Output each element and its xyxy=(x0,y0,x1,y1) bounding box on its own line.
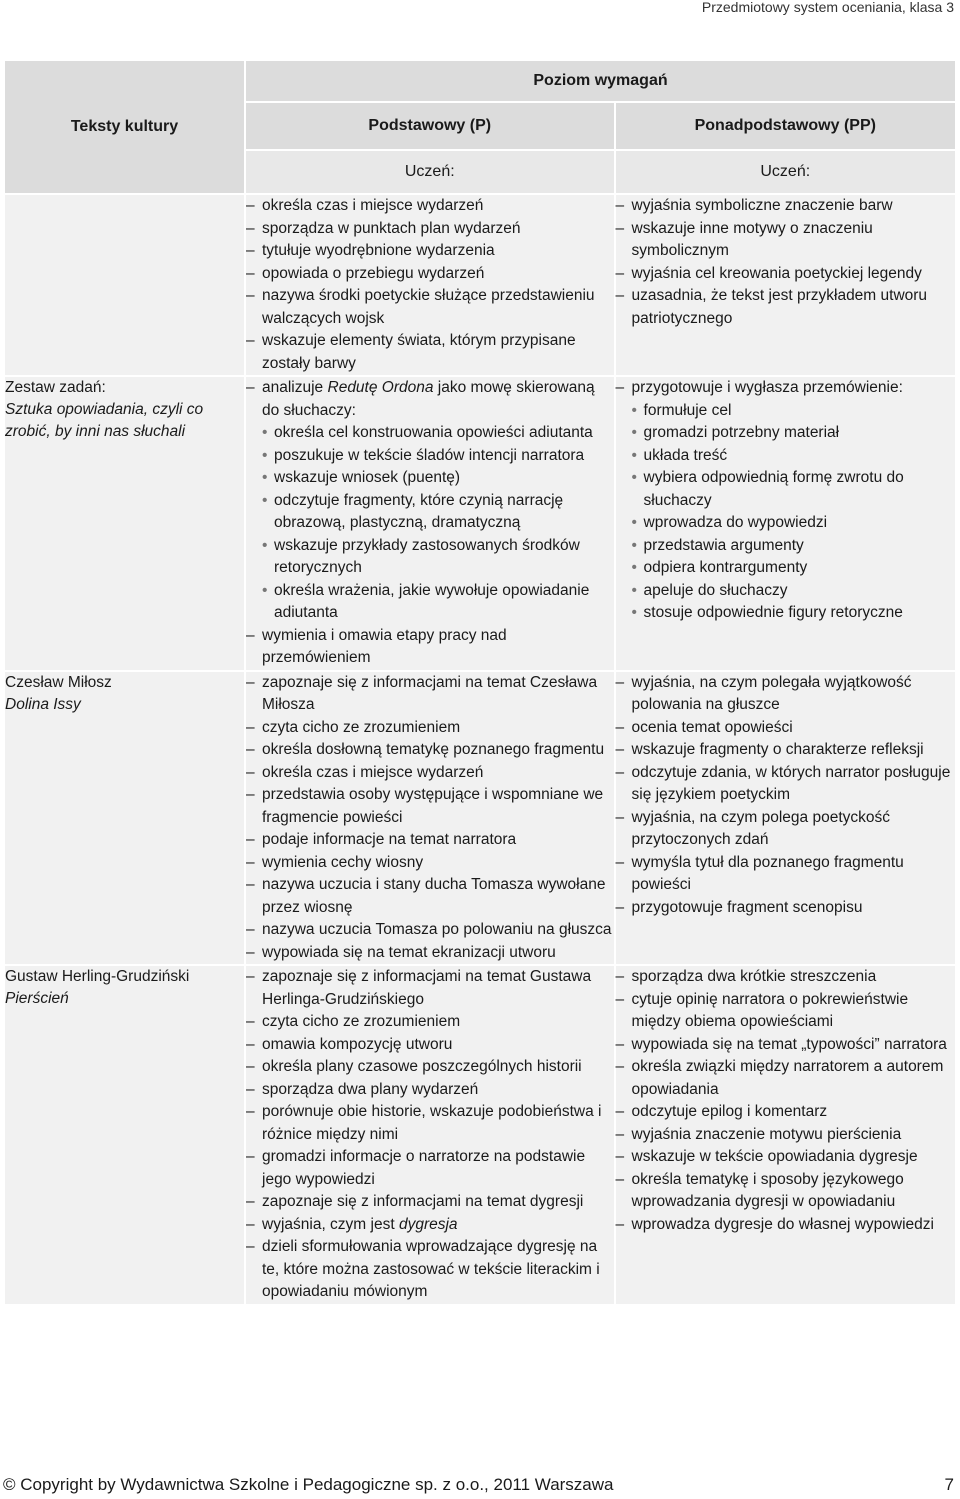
list-item: – wskazuje elementy świata, którym przypisane zostały barwy xyxy=(246,330,614,375)
advanced-list xyxy=(616,672,955,920)
header-texts: Teksty kultury xyxy=(4,60,245,194)
header-level: Poziom wymagań xyxy=(245,60,956,102)
list-item: – zapoznaje się z informacjami na temat Czesława Miłosza xyxy=(246,672,614,717)
list-item: – sporządza dwa plany wydarzeń xyxy=(246,1079,614,1102)
list-item xyxy=(246,1214,614,1237)
list-item: – przygotowuje fragment scenopisu xyxy=(616,897,955,920)
header-student-advanced: Uczeń: xyxy=(615,150,956,194)
sub-list-item: • przedstawia argumenty xyxy=(628,535,955,558)
sub-list xyxy=(246,422,614,625)
intro-title: Redutę Ordona xyxy=(327,379,434,396)
advanced-requirements xyxy=(615,376,956,671)
list-item: – wyjaśnia, na czym polegała wyjątkowość polowania na głuszce xyxy=(616,672,955,717)
text-author: Czesław Miłosz xyxy=(5,673,112,691)
list-item: – określa tematykę i sposoby językowego wprowadzania dygresji w opowiadaniu xyxy=(616,1169,955,1214)
text-author: Gustaw Herling-Grudziński xyxy=(5,968,190,985)
sub-list-item: • układa treść xyxy=(628,445,955,468)
table-row xyxy=(4,965,956,1305)
sub-list-item: • wybiera odpowiednią formę zwrotu do słuchaczy xyxy=(628,467,955,512)
list-item: – odczytuje epilog i komentarz xyxy=(616,1101,955,1124)
advanced-list xyxy=(616,377,955,625)
list-item: – określa czas i miejsce wydarzeń xyxy=(246,762,614,785)
list-item: – czyta cicho ze zrozumieniem xyxy=(246,717,614,740)
sub-list-item: • wprowadza do wypowiedzi xyxy=(628,512,955,535)
list-item: – zapoznaje się z informacjami na temat dygresji xyxy=(246,1191,614,1214)
intro-text: przygotowuje i wygłasza przemówienie: xyxy=(631,379,903,396)
item-text: wyjaśnia, czym jest xyxy=(262,1215,399,1233)
list-item: – wskazuje w tekście opowiadania dygresje xyxy=(616,1146,955,1169)
list-item: – przedstawia osoby występujące i wspomniane we fragmencie powieści xyxy=(246,784,614,829)
list-item: – nazywa uczucia i stany ducha Tomasza wywołane przez wiosnę xyxy=(246,874,614,919)
list-item: – cytuje opinię narratora o pokrewieństwie między obiema opowieściami xyxy=(616,989,955,1034)
list-item: – określa plany czasowe poszczególnych historii xyxy=(246,1056,614,1079)
basic-list xyxy=(246,966,614,1304)
list-item: – wyjaśnia, na czym polega poetyckość przytoczonych zdań xyxy=(616,807,955,852)
list-item: – wypowiada się na temat ekranizacji utworu xyxy=(246,942,614,965)
list-item: – tytułuje wyodrębnione wydarzenia xyxy=(246,240,614,263)
list-item: – wyjaśnia cel kreowania poetyckiej legendy xyxy=(616,263,955,286)
list-item: – dzieli sformułowania wprowadzające dygresję na te, które można zastosować w tekście literackim i opowiadaniu mówionym xyxy=(246,1236,614,1304)
list-item: – odczytuje zdania, w których narrator posługuje się językiem poetyckim xyxy=(616,762,955,807)
header-advanced: Ponadpodstawowy (PP) xyxy=(615,102,956,150)
sub-list-item: • odczytuje fragmenty, które czynią narrację obrazową, plastyczną, dramatyczną xyxy=(258,490,614,535)
basic-requirements xyxy=(245,965,615,1305)
sub-list-item: • wskazuje wniosek (puentę) xyxy=(258,467,614,490)
sub-list-item: • określa cel konstruowania opowieści adiutanta xyxy=(258,422,614,445)
copyright-text: © Copyright by Wydawnictwa Szkolne i Pedagogiczne sp. z o.o., 2011 Warszawa xyxy=(3,1475,614,1494)
basic-requirements xyxy=(245,376,615,671)
list-item: – sporządza w punktach plan wydarzeń xyxy=(246,218,614,241)
text-work: Dolina Issy xyxy=(5,695,81,713)
text-work: Sztuka opowiadania, czyli co zrobić, by inni nas słuchali xyxy=(5,401,204,440)
row-title xyxy=(4,671,245,966)
list-item: – nazywa uczucia Tomasza po polowaniu na głuszca xyxy=(246,919,614,942)
requirements-table xyxy=(3,59,957,1306)
list-item: – nazywa środki poetyckie służące przedstawieniu walczących wojsk xyxy=(246,285,614,330)
text-author: Zestaw zadań: xyxy=(5,379,106,396)
header-student-basic: Uczeń: xyxy=(245,150,615,194)
basic-list xyxy=(246,195,614,375)
list-item: – wskazuje fragmenty o charakterze refleksji xyxy=(616,739,955,762)
basic-list xyxy=(246,672,614,965)
sub-list-item: • odpiera kontrargumenty xyxy=(628,557,955,580)
table-row xyxy=(4,194,956,376)
sub-list-item: • wskazuje przykłady zastosowanych środków retorycznych xyxy=(258,535,614,580)
sub-list-item: • poszukuje w tekście śladów intencji narratora xyxy=(258,445,614,468)
running-title: Przedmiotowy system oceniania, klasa 3 xyxy=(701,0,954,15)
list-item: – wypowiada się na temat „typowości” narratora xyxy=(616,1034,955,1057)
row-title xyxy=(4,965,245,1305)
sub-list-item: • formułuje cel xyxy=(628,400,955,423)
row-title xyxy=(4,376,245,671)
page-number: 7 xyxy=(944,1475,954,1494)
list-item: – określa dosłowną tematykę poznanego fragmentu xyxy=(246,739,614,762)
row-title-empty xyxy=(4,194,245,376)
advanced-requirements xyxy=(615,194,956,376)
footer xyxy=(3,1474,954,1496)
list-item: – omawia kompozycję utworu xyxy=(246,1034,614,1057)
list-item: – określa związki między narratorem a autorem opowiadania xyxy=(616,1056,955,1101)
sub-list-item: • stosuje odpowiednie figury retoryczne xyxy=(628,602,955,625)
sub-list-item: • określa wrażenia, jakie wywołuje opowiadanie adiutanta xyxy=(258,580,614,625)
basic-list xyxy=(246,377,614,670)
advanced-list xyxy=(616,966,955,1236)
list-item: – wskazuje inne motywy o znaczeniu symbolicznym xyxy=(616,218,955,263)
list-item: – uzasadnia, że tekst jest przykładem utworu patriotycznego xyxy=(616,285,955,330)
item-term: dygresja xyxy=(398,1215,458,1233)
advanced-requirements xyxy=(615,965,956,1305)
list-item: – wymienia i omawia etapy pracy nad przemówieniem xyxy=(246,625,614,670)
table-row xyxy=(4,671,956,966)
list-item xyxy=(246,377,614,625)
list-item: – czyta cicho ze zrozumieniem xyxy=(246,1011,614,1034)
list-item: – wprowadza dygresje do własnej wypowiedzi xyxy=(616,1214,955,1237)
list-item: – ocenia temat opowieści xyxy=(616,717,955,740)
list-item: – określa czas i miejsce wydarzeń xyxy=(246,195,614,218)
basic-requirements xyxy=(245,194,615,376)
list-item: – sporządza dwa krótkie streszczenia xyxy=(616,966,955,989)
basic-requirements xyxy=(245,671,615,966)
list-item xyxy=(616,377,955,625)
text-work: Pierścień xyxy=(5,990,69,1007)
list-item: – wymienia cechy wiosny xyxy=(246,852,614,875)
list-item: – zapoznaje się z informacjami na temat Gustawa Herlinga-Grudzińskiego xyxy=(246,966,614,1011)
table-row xyxy=(4,376,956,671)
sub-list xyxy=(616,400,955,625)
advanced-list xyxy=(616,195,955,330)
sub-list-item: • apeluje do słuchaczy xyxy=(628,580,955,603)
list-item: – wyjaśnia znaczenie motywu pierścienia xyxy=(616,1124,955,1147)
intro-text: analizuje xyxy=(262,379,328,396)
list-item: – podaje informacje na temat narratora xyxy=(246,829,614,852)
list-item: – porównuje obie historie, wskazuje podobieństwa i różnice między nimi xyxy=(246,1101,614,1146)
list-item: – wyjaśnia symboliczne znaczenie barw xyxy=(616,195,955,218)
list-item: – wymyśla tytuł dla poznanego fragmentu powieści xyxy=(616,852,955,897)
intro-text-end: jako mowę skierowaną do słuchaczy: xyxy=(262,379,595,419)
list-item: – opowiada o przebiegu wydarzeń xyxy=(246,263,614,286)
list-item: – gromadzi informacje o narratorze na podstawie jego wypowiedzi xyxy=(246,1146,614,1191)
advanced-requirements xyxy=(615,671,956,966)
sub-list-item: • gromadzi potrzebny materiał xyxy=(628,422,955,445)
header-basic: Podstawowy (P) xyxy=(245,102,615,150)
